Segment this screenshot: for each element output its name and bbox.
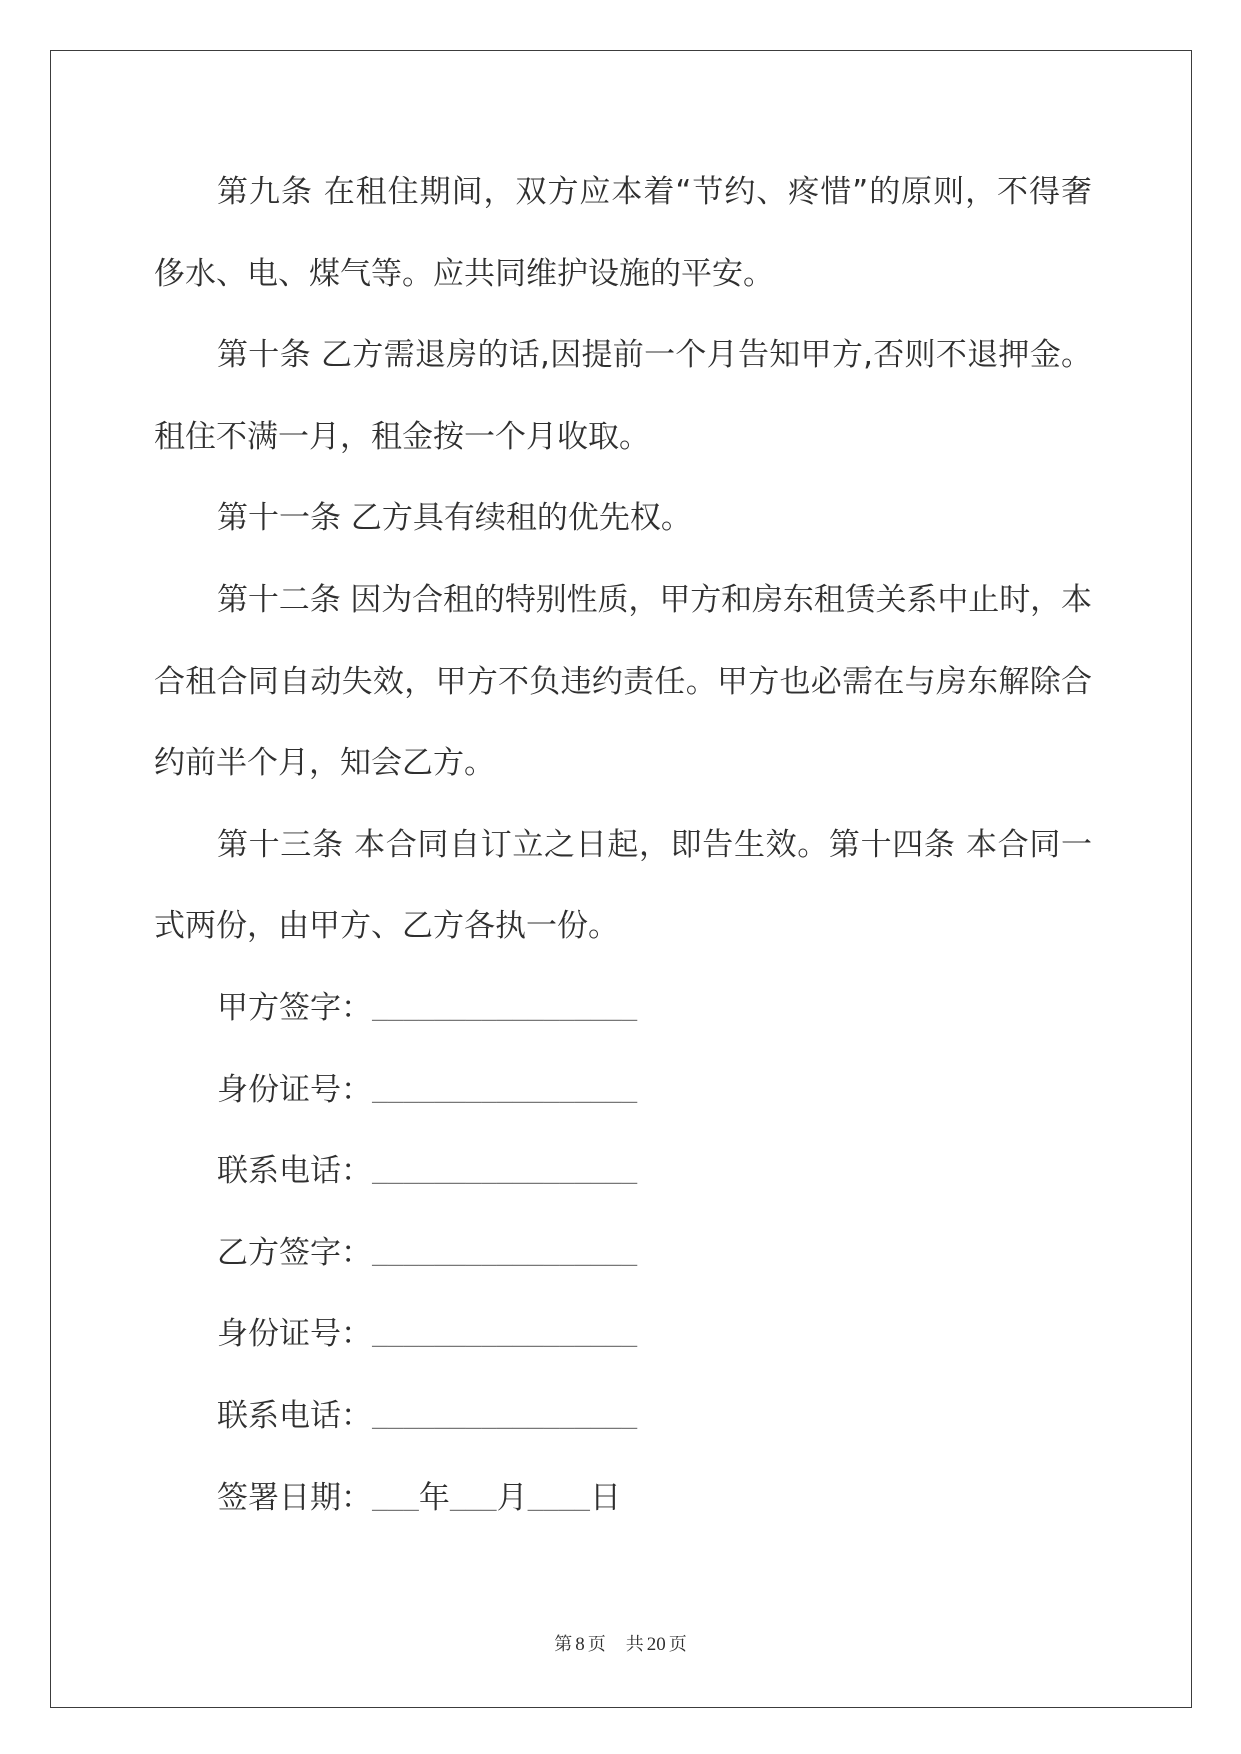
field-label: 联系电话： (217, 1153, 372, 1190)
party-b-id-number-field (154, 1294, 1092, 1376)
paragraph-line: 约前半个月，知会乙方。 (154, 745, 495, 782)
day-blank-line: ____ (527, 1485, 591, 1516)
party-a-signature-field (154, 968, 1092, 1050)
page-suffix: 页 (587, 1634, 606, 1655)
paragraph-line: 第十条 乙方需退房的话,因提前一个月告知甲方,否则不退押金。 (217, 337, 1093, 374)
clause-thirteen-fourteen (154, 805, 1092, 968)
field-label: 乙方签字： (217, 1234, 372, 1271)
year-blank-line: ___ (372, 1485, 419, 1516)
phone-blank-line: _________________ (372, 1403, 638, 1434)
party-b-phone-field (154, 1376, 1092, 1458)
party-a-phone-field (154, 1131, 1092, 1213)
clause-twelve (154, 560, 1092, 805)
id-number-blank-line: _________________ (372, 1077, 638, 1108)
year-unit: 年 (418, 1479, 450, 1516)
month-blank-line: ___ (449, 1485, 497, 1516)
paragraph-line: 第九条 在租住期间，双方应本着“节约、疼惜”的原则，不得奢 (217, 174, 1093, 210)
field-label: 身份证号： (217, 1316, 372, 1353)
party-b-signature-field (154, 1213, 1092, 1295)
paragraph-line: 租住不满一月，租金按一个月收取。 (154, 418, 650, 455)
current-page-number: 8 (575, 1634, 585, 1655)
field-label: 联系电话： (217, 1397, 372, 1434)
signing-date-field (154, 1458, 1092, 1540)
signature-blank-line: _________________ (372, 995, 638, 1026)
paragraph-line: 第十三条 本合同自订立之日起，即告生效。第十四条 本合同一 (217, 826, 1093, 863)
paragraph-line: 第十一条 乙方具有续租的优先权。 (217, 500, 692, 537)
phone-blank-line: _________________ (372, 1159, 638, 1190)
paragraph-line: 式两份，由甲方、乙方各执一份。 (154, 908, 619, 945)
field-label: 甲方签字： (217, 989, 372, 1026)
total-page-count: 20 (646, 1634, 666, 1655)
day-unit: 日 (590, 1479, 622, 1516)
total-suffix: 页 (668, 1634, 687, 1655)
signature-blank-line: _________________ (372, 1240, 638, 1271)
id-number-blank-line: _________________ (372, 1322, 638, 1353)
total-prefix: 共 (625, 1634, 644, 1655)
clause-nine (154, 152, 1092, 315)
paragraph-line: 合租合同自动失效，甲方不负违约责任。甲方也必需在与房东解除合 (154, 663, 1093, 700)
paragraph-line: 第十二条 因为合租的特别性质，甲方和房东租赁关系中止时，本 (217, 581, 1092, 618)
field-label: 签署日期： (217, 1479, 372, 1516)
paragraph-line: 侈水、电、煤气等。应共同维护设施的平安。 (154, 255, 774, 292)
clause-ten (154, 315, 1092, 478)
field-label: 身份证号： (217, 1071, 372, 1108)
page-prefix: 第 (554, 1634, 573, 1655)
party-a-id-number-field (154, 1050, 1092, 1132)
contract-body (154, 152, 1092, 1539)
clause-eleven (154, 478, 1092, 560)
page-footer (0, 1633, 1241, 1657)
month-unit: 月 (496, 1479, 528, 1516)
